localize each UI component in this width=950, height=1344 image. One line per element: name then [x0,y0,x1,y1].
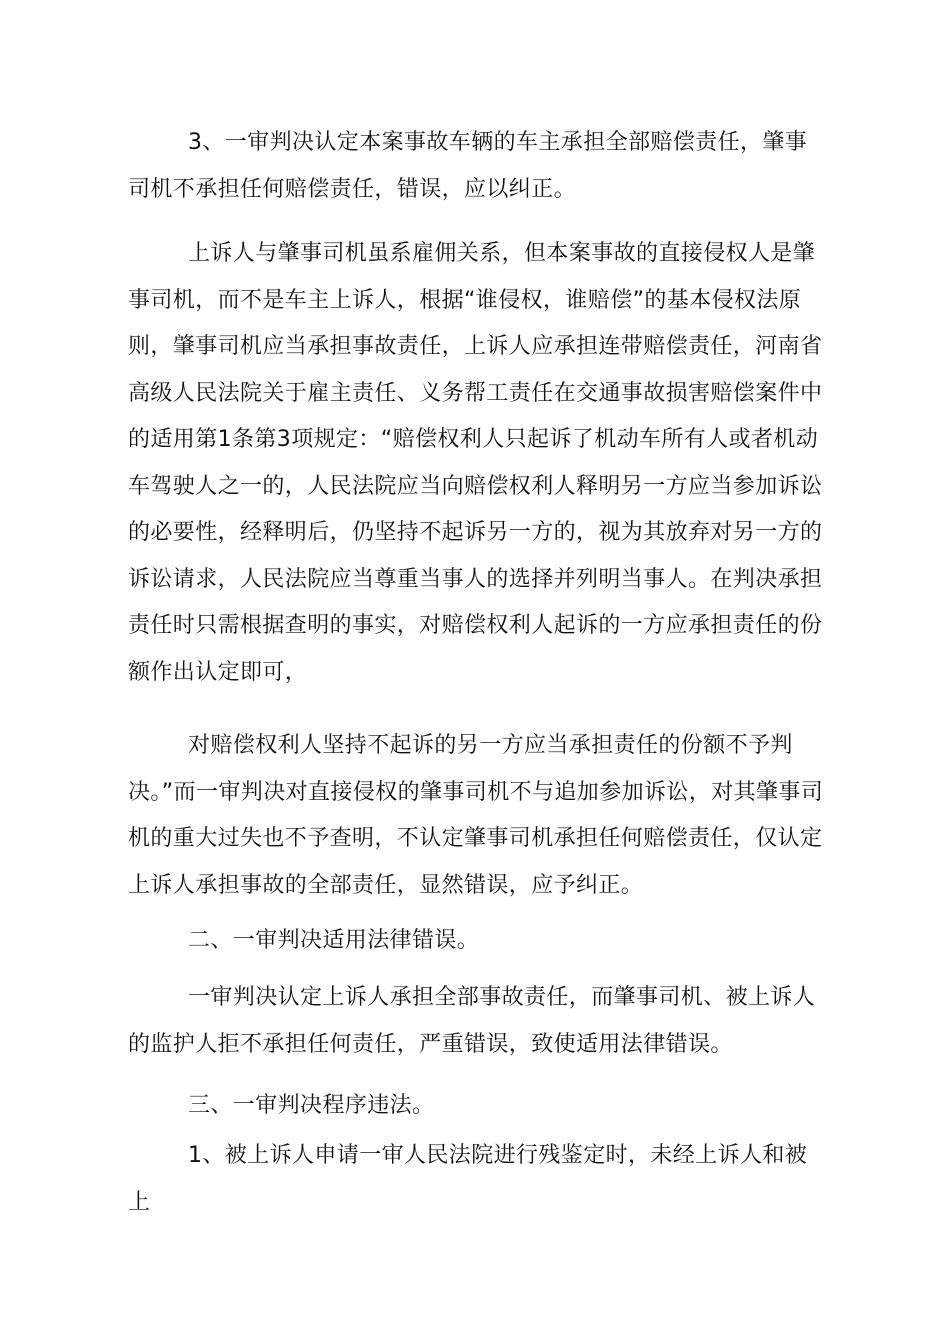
paragraph-point-3: 3、一审判决认定本案事故车辆的车主承担全部赔偿责任，肇事司机不承担任何赔偿责任，错误，应以纠正。 [128,130,808,202]
paragraph-liability-argument: 上诉人与肇事司机虽系雇佣关系，但本案事故的直接侵权人是肇事司机，而不是车主上诉人，根据“谁侵权，谁赔偿”的基本侵权法原则，肇事司机应当承担事故责任，上诉人应承担连带赔偿责任，河南省高级人民法院关于雇主责任、义务帮工责任在交通事故损害赔偿案件中的适用第1条第3项规定：“赔偿权利人只起诉了机动车所有人或者机动车驾驶人之一的，人民法院应当向赔偿权利人释明另一方应当参加诉讼的必要性，经释明后，仍坚持不起诉另一方的，视为其放弃对另一方的诉讼请求，人民法院应当尊重当事人的选择并列明当事人。在判决承担责任时只需根据查明的事实，对赔偿权利人起诉的一方应承担责任的份额作出认定即可， [128,241,823,685]
heading-section-2: 二、一审判决适用法律错误。 [188,928,480,953]
paragraph-section-2-body: 一审判决认定上诉人承担全部事故责任，而肇事司机、被上诉人的监护人拒不承担任何责任，严重错误，致使适用法律错误。 [128,985,816,1057]
paragraph-section-3-item-1: 1、被上诉人申请一审人民法院进行残鉴定时，未经上诉人和被上 [128,1143,808,1215]
paragraph-quote-continuation: 对赔偿权利人坚持不起诉的另一方应当承担责任的份额不予判决。”而一审判决对直接侵权的肇事司机不与追加参加诉讼，对其肇事司机的重大过失也不予查明，不认定肇事司机承担任何赔偿责任，仅认定上诉人承担事故的全部责任，显然错误，应予纠正。 [128,733,824,898]
heading-section-3: 三、一审判决程序违法。 [188,1093,435,1118]
